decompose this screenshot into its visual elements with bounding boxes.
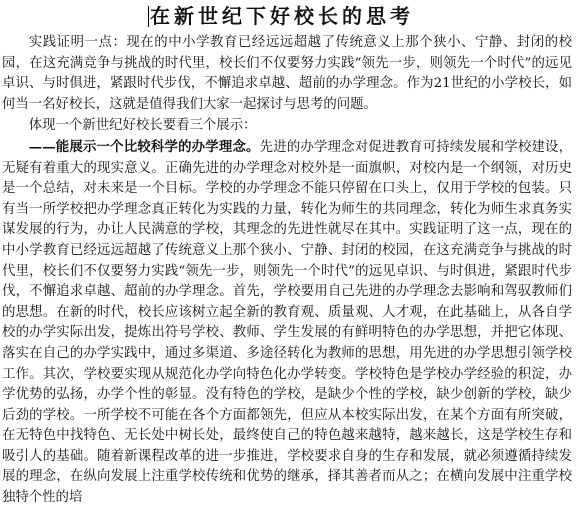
document-body bbox=[2, 33, 572, 509]
point-one-body: 先进的办学理念对促进教育可持续发展和学校建设，无疑有着重大的现实意义。正确先进的办学理念对校外是一面旗帜，对校内是一个纲领，对历史是一个总结，对未来是一个目标。学校的办学理念不能只停留在口头上，仅用于学校的包装。只有当一所学校把办学理念真正转化为实践的力量，转化为师生的共同理念，转化为师生求真务实谋发展的行为，办让人民满意的学校，其理念的先进性就尽在其中。实践证明了这一点，现在的中小学教育已经远远超越了传统意义上那个狭小、宁静、封闭的校园，在这充满竞争与挑战的时代里，校长们不仅要努力实践“领先一步，则领先一个时代”的远见卓识、与时俱进，紧跟时代步伐，不懈追求卓越、超前的办学理念。首先，学校要用自己先进的办学理念去影响和驾驭教师们的思想。在新的时代，校长应该树立起全新的教育观、质量观、人才观，在此基础上，从各自学校的办学实际出发，提炼出符号学校、教师、学生发展的有鲜明特色的办学思想，并把它体现、落实在自己的办学实践中，通过多渠道、多途径转化为教师的思想，用先进的办学思想引领学校工作。其次，学校要实现从规范化办学向特色化办学转变。学校特色是学校办学经验的积淀，办学优势的弘扬，办学个性的彰显。没有特色的学校，是缺少个性的学校，缺少创新的学校，缺少后劲的学校。一所学校不可能在各个方面都领先，但应从本校实际出发，在某个方面有所突破，在无特色中找特色、无长处中树长处，最终使自己的特色越来越特，越来越长，这是学校生存和吸引人的基础。随着新课程改革的进一步推进，学校要求自身的生存和发展，就必须遵循持续发展的理念，在纵向发展上注重学校传统和优势的继承，择其善者而从之；在横向发展中注重学校独特个性的培 bbox=[2, 139, 573, 506]
document-title: 在新世纪下好校长的思考 bbox=[150, 4, 414, 28]
summary-paragraph: 体现一个新世纪好校长要看三个展示： bbox=[28, 118, 257, 134]
intro-paragraph: 实践证明一点：现在的中小学教育已经远远超越了传统意义上那个狭小、宁静、封闭的校园，在这充满竞争与挑战的时代里，校长们不仅要努力实践“领先一步，则领先一个时代”的远见卓识、与时俱进，紧跟时代步伐，不懈追求卓越、超前的办学理念。作为21世纪的小学校长，如何当一名好校长，这就是值得我们大家一起探讨与思考的问题。 bbox=[2, 35, 572, 112]
point-one-paragraph bbox=[2, 137, 572, 509]
point-one-lead: ——能展示一个比较科学的办学理念。 bbox=[28, 138, 260, 155]
